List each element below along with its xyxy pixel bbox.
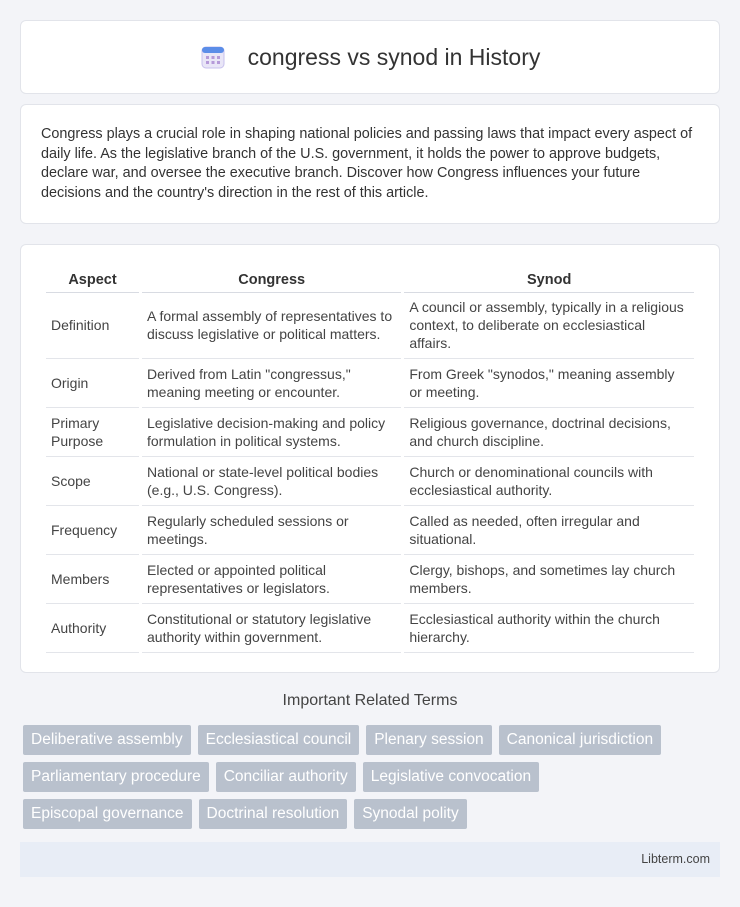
footer-site-link[interactable]: Libterm.com: [641, 852, 710, 866]
table-row: [46, 293, 694, 359]
congress-cell: Constitutional or statutory legislative authority within government.: [142, 604, 401, 653]
aspect-cell: Scope: [46, 457, 139, 506]
related-term-tag[interactable]: Canonical jurisdiction: [499, 725, 661, 755]
table-row: [46, 457, 694, 506]
related-term-tag[interactable]: Parliamentary procedure: [23, 762, 209, 792]
synod-cell: Clergy, bishops, and sometimes lay church members.: [404, 555, 694, 604]
aspect-cell: Origin: [46, 359, 139, 408]
related-term-tag[interactable]: Deliberative assembly: [23, 725, 191, 755]
header-congress: Congress: [142, 265, 401, 293]
related-term-tag[interactable]: Episcopal governance: [23, 799, 192, 829]
congress-cell: Regularly scheduled sessions or meetings.: [142, 506, 401, 555]
congress-cell: A formal assembly of representatives to discuss legislative or political matters.: [142, 293, 401, 359]
calendar-icon: [200, 44, 226, 70]
congress-cell: Elected or appointed political representatives or legislators.: [142, 555, 401, 604]
synod-cell: Called as needed, often irregular and situational.: [404, 506, 694, 555]
table-row: [46, 408, 694, 457]
table-row: [46, 604, 694, 653]
intro-text: Congress plays a crucial role in shaping national policies and passing laws that impact every aspect of daily life. As the legislative branch of the U.S. government, it holds the power to approve budgets, declare war, and oversee the executive branch. Discover how Congress influences your future decisions and the country's direction in the rest of this article.: [41, 126, 693, 201]
comparison-table: [43, 265, 697, 653]
congress-cell: National or state-level political bodies (e.g., U.S. Congress).: [142, 457, 401, 506]
page-title: congress vs synod in History: [247, 43, 541, 70]
footer: [20, 842, 720, 877]
related-term-tag[interactable]: Doctrinal resolution: [199, 799, 348, 829]
related-terms-list: [23, 725, 723, 836]
intro-card: [20, 104, 720, 224]
aspect-cell: Authority: [46, 604, 139, 653]
table-header-row: [46, 265, 694, 293]
aspect-cell: Definition: [46, 293, 139, 359]
related-term-tag[interactable]: Plenary session: [366, 725, 491, 755]
synod-cell: From Greek "synodos," meaning assembly or meeting.: [404, 359, 694, 408]
congress-cell: Legislative decision-making and policy formulation in political systems.: [142, 408, 401, 457]
related-term-tag[interactable]: Legislative convocation: [363, 762, 539, 792]
synod-cell: Ecclesiastical authority within the church hierarchy.: [404, 604, 694, 653]
related-term-tag[interactable]: Synodal polity: [354, 799, 467, 829]
related-terms-title: Important Related Terms: [282, 692, 458, 709]
aspect-cell: Frequency: [46, 506, 139, 555]
aspect-cell: Primary Purpose: [46, 408, 139, 457]
aspect-cell: Members: [46, 555, 139, 604]
synod-cell: Church or denominational councils with ecclesiastical authority.: [404, 457, 694, 506]
comparison-table-card: [20, 244, 720, 673]
title-card: [20, 20, 720, 94]
header-aspect: Aspect: [46, 265, 139, 293]
related-term-tag[interactable]: Ecclesiastical council: [198, 725, 360, 755]
congress-cell: Derived from Latin "congressus," meaning meeting or encounter.: [142, 359, 401, 408]
synod-cell: A council or assembly, typically in a religious context, to deliberate on ecclesiastical affairs.: [404, 293, 694, 359]
related-term-tag[interactable]: Conciliar authority: [216, 762, 356, 792]
table-row: [46, 555, 694, 604]
table-row: [46, 506, 694, 555]
header-synod: Synod: [404, 265, 694, 293]
table-row: [46, 359, 694, 408]
synod-cell: Religious governance, doctrinal decisions, and church discipline.: [404, 408, 694, 457]
